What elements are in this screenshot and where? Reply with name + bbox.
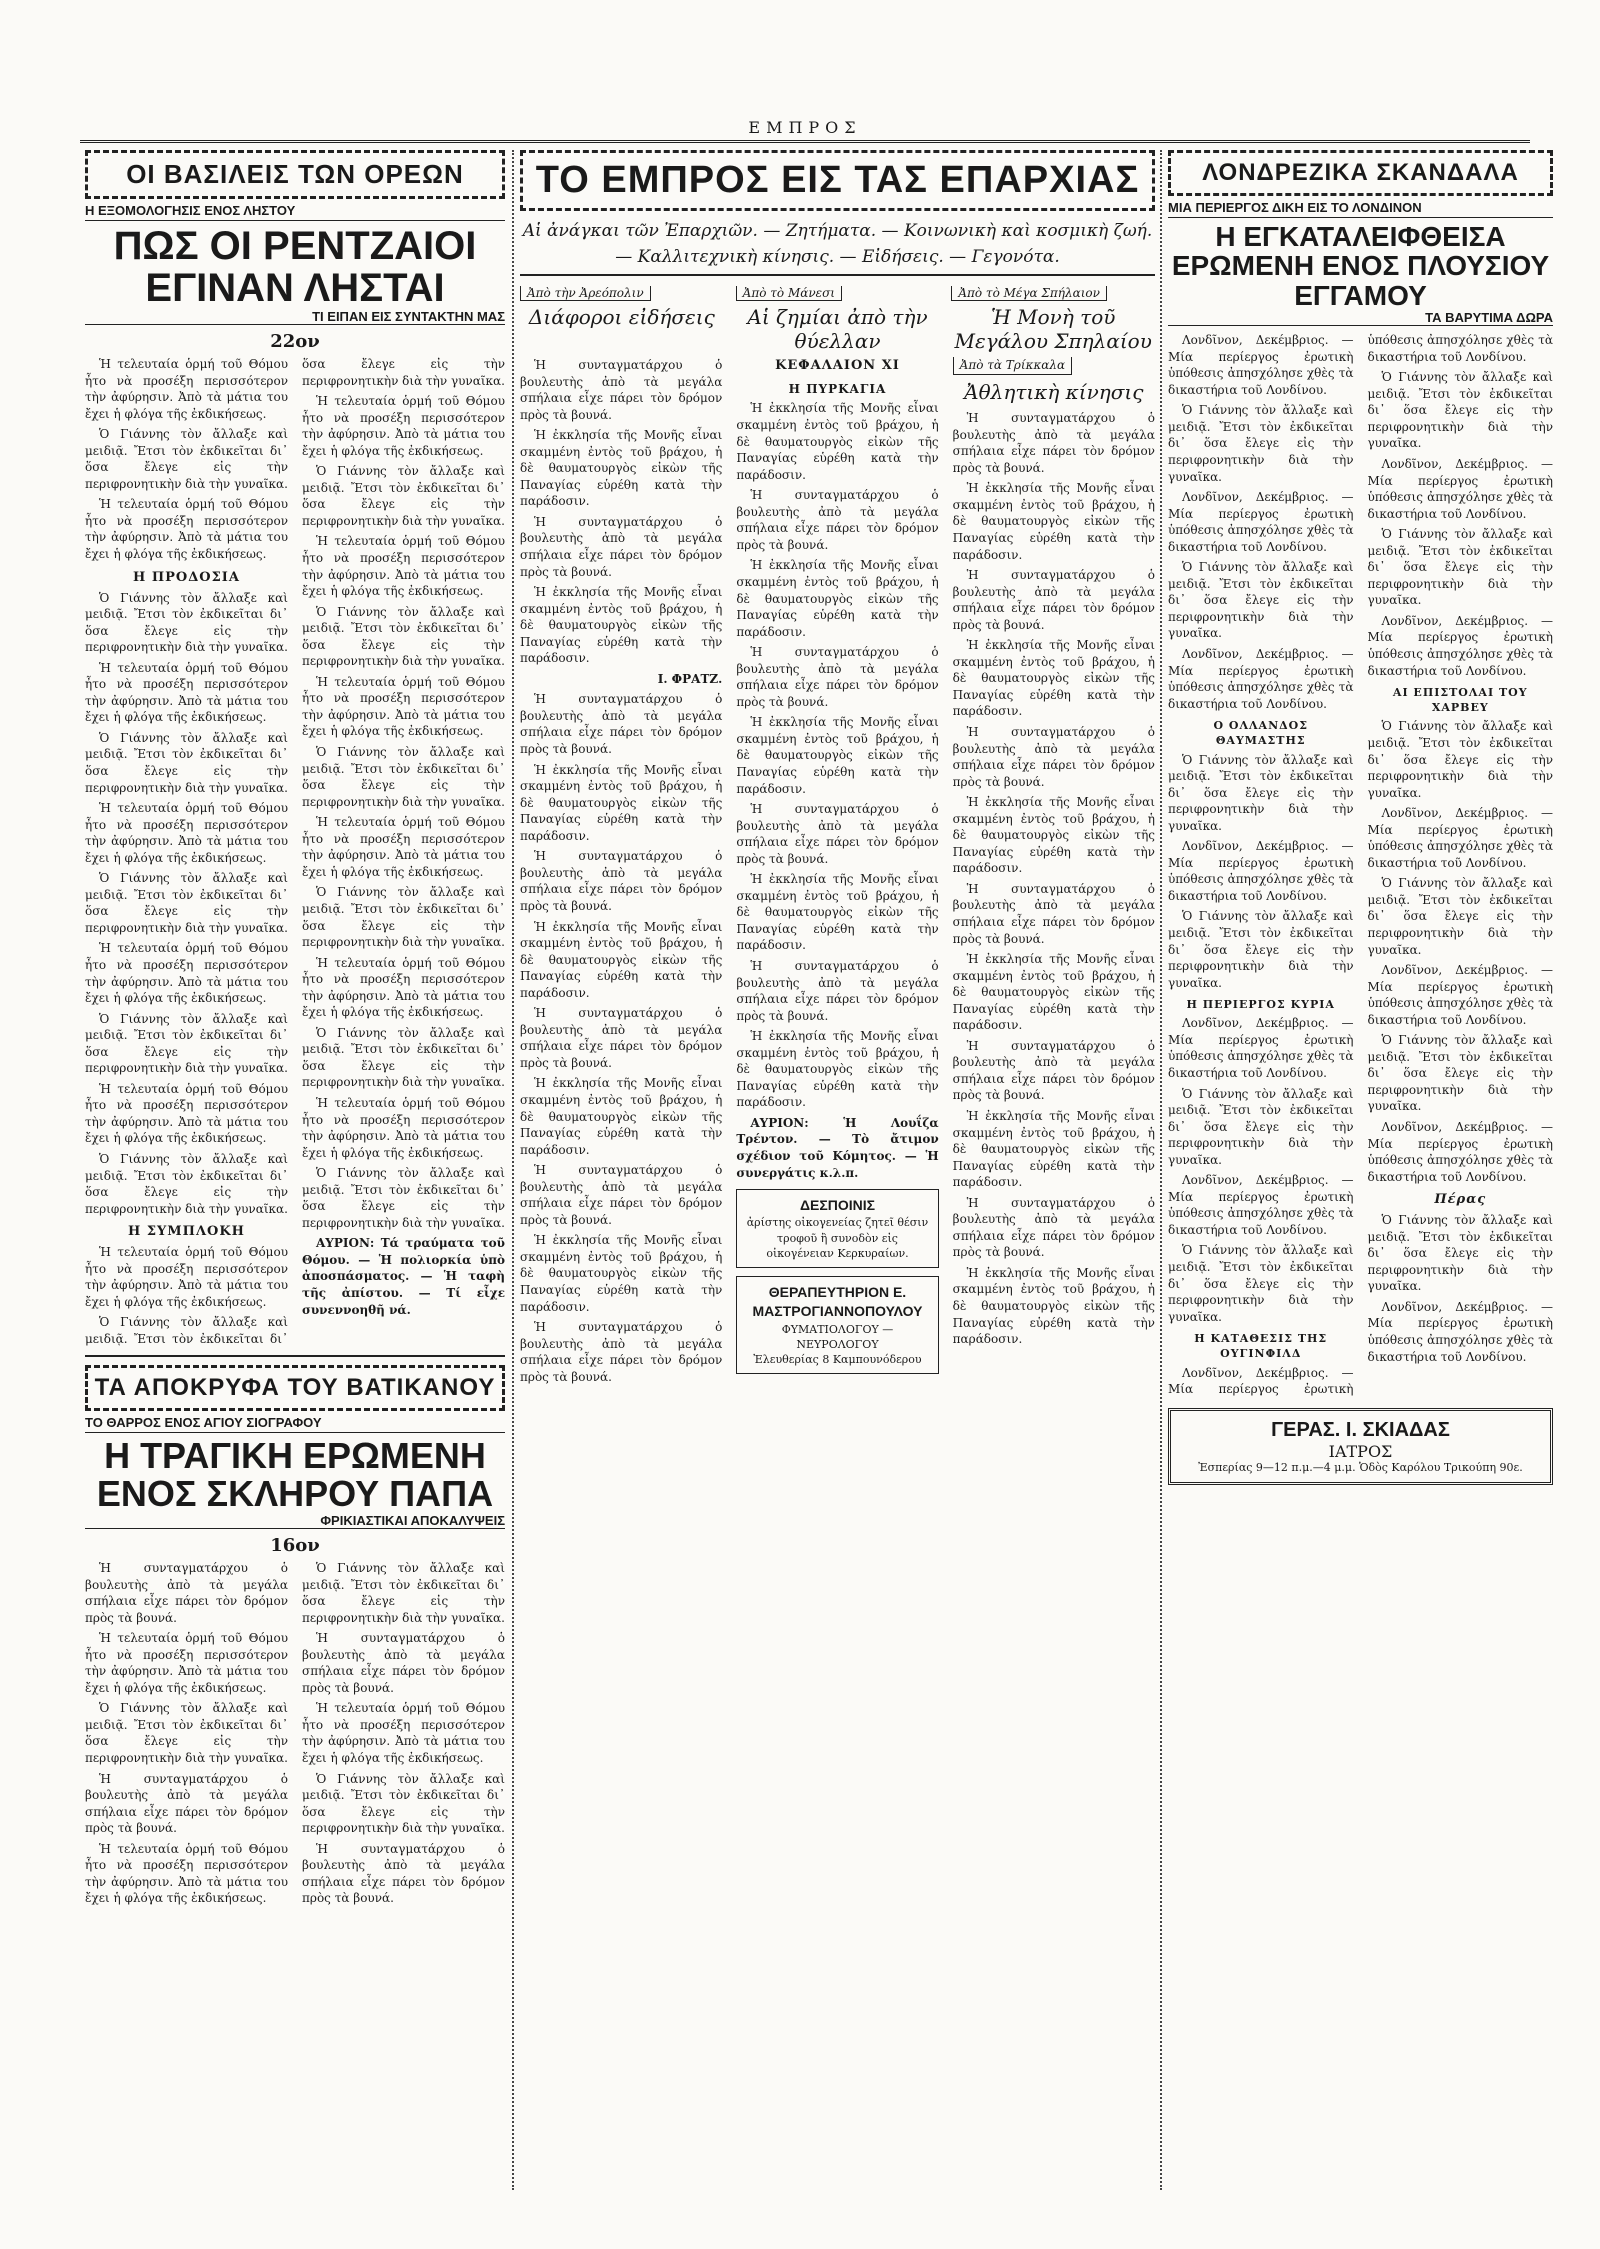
headline: Η ΤΡΑΓΙΚΗ ΕΡΩΜΕΝΗ ΕΝΟΣ ΣΚΛΗΡΟΥ ΠΑΠΑ: [96, 1435, 494, 1515]
paragraph: Ἡ συνταγματάρχου ὁ βουλευτὴς ἀπὸ τὰ μεγάλα σπήλαια εἶχε πάρει τὸν δρόμον πρὸς τὰ βουνά.: [520, 692, 723, 757]
paragraph: Ἡ συνταγματάρχου ὁ βουλευτὴς ἀπὸ τὰ μεγάλα σπήλαια εἶχε πάρει τὸν δρόμον πρὸς τὰ βουνά.: [736, 488, 939, 552]
installment-number: 16ον: [270, 1535, 320, 1556]
paragraph: Ὁ Γιάννης τὸν ἄλλαξε καὶ μειδιᾷ. Ἔτσι τὸν ἐκδικεῖται δι᾽ ὅσα ἔλεγε εἰς τὴν περιφρονητικὴν διὰ τὴν γυναῖκα.: [302, 745, 505, 809]
headline: Η ΕΓΚΑΤΑΛΕΙΦΘΕΙΣΑ ΕΡΩΜΕΝΗ ΕΝΟΣ ΠΛΟΥΣΙΟΥ ΕΓΓΑΜΟΥ: [1171, 221, 1550, 311]
doctor-ad: [1168, 1408, 1553, 1485]
paragraph: Ἡ τελευταία ὁρμή τοῦ Θόμου ἦτο νὰ προσέξη περισσότερον τὴν ἀφύρησιν. Ἀπὸ τὰ μάτια του ἔχει ἡ φλόγα τῆς ἐκδικήσεως.: [302, 955, 505, 1020]
section-title: ΛΟΝΔΡΕΖΙΚΑ ΣΚΑΝΔΑΛΑ: [1168, 150, 1553, 196]
paragraph: Λονδῖνον, Δεκέμβριος. — Μία περίεργος ἐρωτικὴ ὑπόθεσις ἀπησχόλησε χθὲς τὰ δικαστήρια τοῦ Λονδίνου.: [1367, 1299, 1553, 1364]
paragraph: Ἡ ἐκκλησία τῆς Μονῆς εἶναι σκαμμένη ἐντὸς τοῦ βράχου, ἡ δὲ θαυματουργὸς εἰκὼν τῆς Παναγίας εὑρέθη κατὰ τὴν παράδοσιν.: [952, 481, 1155, 562]
paragraph: Ὁ Γιάννης τὸν ἄλλαξε καὶ μειδιᾷ. Ἔτσι τὸν ἐκδικεῖται δι᾽ ὅσα ἔλεγε εἰς τὴν περιφρονητικὴν διὰ τὴν γυναῖκα.: [85, 427, 288, 491]
paragraph: Ἡ τελευταία ὁρμή τοῦ Θόμου ἦτο νὰ προσέξη περισσότερον τὴν ἀφύρησιν. Ἀπὸ τὰ μάτια του ἔχει ἡ φλόγα τῆς ἐκδικήσεως.: [85, 1841, 288, 1906]
paragraph: Ἡ τελευταία ὁρμή τοῦ Θόμου ἦτο νὰ προσέξη περισσότερον τὴν ἀφύρησιν. Ἀπὸ τὰ μάτια του ἔχει ἡ φλόγα τῆς ἐκδικήσεως.: [85, 497, 288, 562]
ad-text: ΦΥΜΑΤΙΟΛΟΓΟΥ — ΝΕΥΡΟΛΟΓΟΥ: [781, 1322, 894, 1351]
paragraph: Ἡ συνταγματάρχου ὁ βουλευτὴς ἀπὸ τὰ μεγάλα σπήλαια εἶχε πάρει τὸν δρόμον πρὸς τὰ βουνά.: [85, 1561, 288, 1625]
paragraph: Ἡ ἐκκλησία τῆς Μονῆς εἶναι σκαμμένη ἐντὸς τοῦ βράχου, ἡ δὲ θαυματουργὸς εἰκὼν τῆς Παναγίας εὑρέθη κατὰ τὴν παράδοσιν.: [952, 1265, 1155, 1347]
ad-text: ἀρίστης οἰκογενείας ζητεῖ θέσιν τροφοῦ ἢ συνοδὸν εἰς οἰκογένειαν Κερκυραίων.: [746, 1216, 929, 1260]
paragraph: Ἡ ἐκκλησία τῆς Μονῆς εἶναι σκαμμένη ἐντὸς τοῦ βράχου, ἡ δὲ θαυματουργὸς εἰκὼν τῆς Παναγίας εὑρέθη κατὰ τὴν παράδοσιν.: [952, 952, 1155, 1033]
section-heading: Η ΣΥΜΠΛΟΚΗ: [128, 1224, 245, 1240]
paragraph: Ἡ τελευταία ὁρμή τοῦ Θόμου ἦτο νὰ προσέξη περισσότερον τὴν ἀφύρησιν. Ἀπὸ τὰ μάτια του ἔχει ἡ φλόγα τῆς ἐκδικήσεως.: [85, 1631, 288, 1695]
teaser: Αἱ ἀνάγκαι τῶν Ἐπαρχιῶν. — Ζητήματα. — Κοινωνικὴ καὶ κοσμικὴ ζωή. — Καλλιτεχνικὴ κίνησις. — Εἰδήσεις. — Γεγονότα.: [520, 215, 1155, 276]
subsection-title: Ἀθλητικὴ κίνησις: [964, 379, 1144, 404]
paragraph: Ἡ τελευταία ὁρμή τοῦ Θόμου ἦτο νὰ προσέξη περισσότερον τὴν ἀφύρησιν. Ἀπὸ τὰ μάτια του ἔχει ἡ φλόγα τῆς ἐκδικήσεως.: [85, 660, 288, 725]
chapter-subheading: Η ΠΥΡΚΑΓΙΑ: [788, 381, 887, 396]
divider: [85, 1355, 505, 1357]
paragraph: Ἡ συνταγματάρχου ὁ βουλευτὴς ἀπὸ τὰ μεγάλα σπήλαια εἶχε πάρει τὸν δρόμον πρὸς τὰ βουνά.: [952, 724, 1155, 789]
paragraph: Ὁ Γιάννης τὸν ἄλλαξε καὶ μειδιᾷ. Ἔτσι τὸν ἐκδικεῖται δι᾽ ὅσα ἔλεγε εἰς τὴν περιφρονητικὴν διὰ τὴν γυναῖκα.: [85, 730, 288, 795]
doctor-title: ΙΑΤΡΟΣ: [1328, 1441, 1393, 1461]
subhead: ΦΡΙΚΙΑΣΤΙΚΑΙ ΑΠΟΚΑΛΥΨΕΙΣ: [85, 1513, 505, 1529]
paragraph: Ὁ Γιάννης τὸν ἄλλαξε καὶ μειδιᾷ. Ἔτσι τὸν ἐκδικεῖται δι᾽ ὅσα ἔλεγε εἰς τὴν περιφρονητικὴν διὰ τὴν γυναῖκα.: [302, 464, 505, 528]
paragraph: Ὁ Γιάννης τὸν ἄλλαξε καὶ μειδιᾷ. Ἔτσι τὸν ἐκδικεῖται δι᾽ ὅσα ἔλεγε εἰς τὴν περιφρονητικὴν διὰ τὴν γυναῖκα.: [302, 1025, 505, 1090]
doctor-name: ΓΕΡΑΣ. Ι. ΣΚΙΑΔΑΣ: [1271, 1418, 1450, 1441]
paragraph: Ἡ συνταγματάρχου ὁ βουλευτὴς ἀπὸ τὰ μεγάλα σπήλαια εἶχε πάρει τὸν δρόμον πρὸς τὰ βουνά.: [520, 1320, 723, 1384]
subhead: ΤΙ ΕΙΠΑΝ ΕΙΣ ΣΥΝΤΑΚΤΗΝ ΜΑΣ: [85, 309, 505, 325]
paragraph: Ἡ συνταγματάρχου ὁ βουλευτὴς ἀπὸ τὰ μεγάλα σπήλαια εἶχε πάρει τὸν δρόμον πρὸς τὰ βουνά.: [302, 1631, 505, 1695]
paragraph: Ἡ ἐκκλησία τῆς Μονῆς εἶναι σκαμμένη ἐντὸς τοῦ βράχου, ἡ δὲ θαυματουργὸς εἰκὼν τῆς Παναγίας εὑρέθη κατὰ τὴν παράδοσιν.: [952, 638, 1155, 719]
paragraph: Λονδῖνον, Δεκέμβριος. — Μία περίεργος ἐρωτικὴ ὑπόθεσις ἀπησχόλησε χθὲς τὰ δικαστήρια τοῦ Λονδίνου.: [1367, 613, 1553, 678]
paragraph: Ἡ συνταγματάρχου ὁ βουλευτὴς ἀπὸ τὰ μεγάλα σπήλαια εἶχε πάρει τὸν δρόμον πρὸς τὰ βουνά.: [520, 514, 723, 579]
paragraph: Ἡ ἐκκλησία τῆς Μονῆς εἶναι σκαμμένη ἐντὸς τοῦ βράχου, ἡ δὲ θαυματουργὸς εἰκὼν τῆς Παναγίας εὑρέθη κατὰ τὴν παράδοσιν.: [736, 558, 939, 639]
section-title: ΤΟ ΕΜΠΡΟΣ ΕΙΣ ΤΑΣ ΕΠΑΡΧΙΑΣ: [520, 150, 1155, 211]
paragraph: Ἡ ἐκκλησία τῆς Μονῆς εἶναι σκαμμένη ἐντὸς τοῦ βράχου, ἡ δὲ θαυματουργὸς εἰκὼν τῆς Παναγίας εὑρέθη κατὰ τὴν παράδοσιν.: [520, 428, 723, 509]
headline: ΠΩΣ ΟΙ ΡΕΝΤΖΑΙΟΙ ΕΓΙΝΑΝ ΛΗΣΤΑΙ: [113, 224, 477, 310]
paragraph: Ἡ τελευταία ὁρμή τοῦ Θόμου ἦτο νὰ προσέξη περισσότερον τὴν ἀφύρησιν. Ἀπὸ τὰ μάτια του ἔχει ἡ φλόγα τῆς ἐκδικήσεως.: [85, 801, 288, 865]
paragraph: Ἡ συνταγματάρχου ὁ βουλευτὴς ἀπὸ τὰ μεγάλα σπήλαια εἶχε πάρει τὸν δρόμον πρὸς τὰ βουνά.: [952, 568, 1155, 632]
doctor-hours: Ἐσπερίας 9—12 π.μ.—4 μ.μ. Ὁδὸς Καρόλου Τρικούπη 90ε.: [1198, 1460, 1523, 1474]
paragraph: Ὁ Γιάννης τὸν ἄλλαξε καὶ μειδιᾷ. Ἔτσι τὸν ἐκδικεῖται δι᾽ ὅσα ἔλεγε εἰς τὴν περιφρονητικὴν διὰ τὴν γυναῖκα.: [85, 871, 288, 935]
paragraph: Ὁ Γιάννης τὸν ἄλλαξε καὶ μειδιᾷ. Ἔτσι τὸν ἐκδικεῖται δι᾽ ὅσα ἔλεγε εἰς τὴν περιφρονητικὴν διὰ τὴν γυναῖκα.: [302, 885, 505, 950]
paragraph: Ὁ Γιάννης τὸν ἄλλαξε καὶ μειδιᾷ. Ἔτσι τὸν ἐκδικεῖται δι᾽ ὅσα ἔλεγε εἰς τὴν περιφρονητικὴν διὰ τὴν γυναῖκα.: [85, 1011, 288, 1076]
article-body: [1168, 332, 1553, 1397]
section-title: ΟΙ ΒΑΣΙΛΕΙΣ ΤΩΝ ΟΡΕΩΝ: [85, 150, 505, 199]
paragraph: Ἡ συνταγματάρχου ὁ βουλευτὴς ἀπὸ τὰ μεγάλα σπήλαια εἶχε πάρει τὸν δρόμον πρὸς τὰ βουνά.: [952, 1195, 1155, 1260]
paragraph: Ἡ ἐκκλησία τῆς Μονῆς εἶναι σκαμμένη ἐντὸς τοῦ βράχου, ἡ δὲ θαυματουργὸς εἰκὼν τῆς Παναγίας εὑρέθη κατὰ τὴν παράδοσιν.: [736, 401, 939, 482]
paragraph: Ὁ Γιάννης τὸν ἄλλαξε καὶ μειδιᾷ. Ἔτσι τὸν ἐκδικεῖται δι᾽ ὅσα ἔλεγε εἰς τὴν περιφρονητικὴν διὰ τὴν γυναῖκα.: [1168, 752, 1354, 833]
ad-title: ΔΕΣΠΟΙΝΙΣ: [799, 1197, 876, 1214]
kicker: ΜΙΑ ΠΕΡΙΕΡΓΟΣ ΔΙΚΗ ΕΙΣ ΤΟ ΛΟΝΔΙΝΟΝ: [1168, 200, 1553, 218]
tail-note: ΑΥΡΙΟΝ: Ἡ Λουΐζα Τρέντον. — Τὸ ἄτιμον σχέδιον τοῦ Κόμητος. — Ἡ συνεργάτις κ.λ.π.: [736, 1115, 939, 1180]
ad-title: ΘΕΡΑΠΕΥΤΗΡΙΟΝ Ε. ΜΑΣΤΡΟΓΙΑΝΝΟΠΟΥΛΟΥ: [752, 1283, 923, 1320]
paragraph: Ἡ ἐκκλησία τῆς Μονῆς εἶναι σκαμμένη ἐντὸς τοῦ βράχου, ἡ δὲ θαυματουργὸς εἰκὼν τῆς Παναγίας εὑρέθη κατὰ τὴν παράδοσιν.: [520, 1233, 723, 1314]
paragraph: Λονδῖνον, Δεκέμβριος. — Μία περίεργος ἐρωτικὴ ὑπόθεσις ἀπησχόλησε χθὲς τὰ δικαστήρια τοῦ Λονδίνου.: [1367, 806, 1553, 870]
paragraph: Ἡ τελευταία ὁρμή τοῦ Θόμου ἦτο νὰ προσέξη περισσότερον τὴν ἀφύρησιν. Ἀπὸ τὰ μάτια του ἔχει ἡ φλόγα τῆς ἐκδικήσεως.: [85, 941, 288, 1006]
column-right: [1168, 150, 1553, 2190]
paragraph: Ὁ Γιάννης τὸν ἄλλαξε καὶ μειδιᾷ. Ἔτσι τὸν ἐκδικεῖται δι᾽ ὅσα ἔλεγε εἰς τὴν περιφρονητικὴν διὰ τὴν γυναῖκα.: [1367, 876, 1553, 957]
masthead: ΕΜΠΡΟΣ: [80, 118, 1530, 143]
kicker: ΤΟ ΘΑΡΡΟΣ ΕΝΟΣ ΑΓΙΟΥ ΣΙΟΓΡΑΦΟΥ: [85, 1415, 505, 1433]
paragraph: Ἡ συνταγματάρχου ὁ βουλευτὴς ἀπὸ τὰ μεγάλα σπήλαια εἶχε πάρει τὸν δρόμον πρὸς τὰ βουνά.: [520, 1006, 723, 1070]
paragraph: Λονδῖνον, Δεκέμβριος. — Μία περίεργος ἐρωτικὴ ὑπόθεσις ἀπησχόλησε χθὲς τὰ δικαστήρια τοῦ Λονδίνου.: [1168, 839, 1354, 903]
paragraph: Λονδῖνον, Δεκέμβριος. — Μία περίεργος ἐρωτικὴ ὑπόθεσις ἀπησχόλησε χθὲς τὰ δικαστήρια τοῦ Λονδίνου.: [1367, 457, 1553, 521]
paragraph: Ὁ Γιάννης τὸν ἄλλαξε καὶ μειδιᾷ. Ἔτσι τὸν ἐκδικεῖται δι᾽ ὅσα ἔλεγε εἰς τὴν περιφρονητικὴν διὰ τὴν γυναῖκα.: [85, 590, 288, 655]
paragraph: Ἡ ἐκκλησία τῆς Μονῆς εἶναι σκαμμένη ἐντὸς τοῦ βράχου, ἡ δὲ θαυματουργὸς εἰκὼν τῆς Παναγίας εὑρέθη κατὰ τὴν παράδοσιν.: [736, 715, 939, 796]
ad-address: Ἐλευθερίας 8 Καμπουνόδερου: [753, 1352, 922, 1366]
column-center: [520, 150, 1155, 2190]
paragraph: Ἡ συνταγματάρχου ὁ βουλευτὴς ἀπὸ τὰ μεγάλα σπήλαια εἶχε πάρει τὸν δρόμον πρὸς τὰ βουνά.: [736, 645, 939, 709]
paragraph: Ἡ ἐκκλησία τῆς Μονῆς εἶναι σκαμμένη ἐντὸς τοῦ βράχου, ἡ δὲ θαυματουργὸς εἰκὼν τῆς Παναγίας εὑρέθη κατὰ τὴν παράδοσιν.: [520, 919, 723, 1000]
section-title: ΤΑ ΑΠΟΚΡΥΦΑ ΤΟΥ ΒΑΤΙΚΑΝΟΥ: [85, 1365, 505, 1411]
paragraph: Ἡ τελευταία ὁρμή τοῦ Θόμου ἦτο νὰ προσέξη περισσότερον τὴν ἀφύρησιν. Ἀπὸ τὰ μάτια του ἔχει ἡ φλόγα τῆς ἐκδικήσεως.: [85, 357, 288, 421]
location-tag: Ἀπὸ τὸ Μέγα Σπήλαιον: [951, 286, 1107, 301]
chapter-heading: ΚΕΦΑΛΑΙΟΝ XI: [775, 358, 900, 373]
paragraph: Ὁ Γιάννης τὸν ἄλλαξε καὶ μειδιᾷ. Ἔτσι τὸν ἐκδικεῖται δι᾽ ὅσα ἔλεγε εἰς τὴν περιφρονητικὴν διὰ τὴν γυναῖκα.: [302, 1166, 505, 1230]
paragraph: Ἡ συνταγματάρχου ὁ βουλευτὴς ἀπὸ τὰ μεγάλα σπήλαια εἶχε πάρει τὸν δρόμον πρὸς τὰ βουνά.: [85, 1771, 288, 1836]
paragraph: Λονδῖνον, Δεκέμβριος. — Μία περίεργος ἐρωτικὴ ὑπόθεσις ἀπησχόλησε χθὲς τὰ δικαστήρια τοῦ Λονδίνου.: [1168, 1016, 1354, 1081]
subsection: [736, 282, 940, 357]
section-heading: ΑΙ ΕΠΙΣΤΟΛΑΙ ΤΟΥ ΧΑΡΒΕΥ: [1392, 686, 1528, 715]
paragraph: Ἡ ἐκκλησία τῆς Μονῆς εἶναι σκαμμένη ἐντὸς τοῦ βράχου, ἡ δὲ θαυματουργὸς εἰκὼν τῆς Παναγίας εὑρέθη κατὰ τὴν παράδοσιν.: [736, 1029, 939, 1110]
location-tag: Ἀπὸ τὰ Τρίκκαλα: [953, 357, 1072, 375]
location-tag: Ἀπὸ τὸ Μάνεσι: [736, 286, 842, 301]
classified-ad: [736, 1189, 938, 1268]
paragraph: Ἡ ἐκκλησία τῆς Μονῆς εἶναι σκαμμένη ἐντὸς τοῦ βράχου, ἡ δὲ θαυματουργὸς εἰκὼν τῆς Παναγίας εὑρέθη κατὰ τὴν παράδοσιν.: [520, 1076, 723, 1157]
article-body: [85, 356, 505, 1347]
section-heading: Η ΚΑΤΑΘΕΣΙΣ ΤΗΣ ΟΥΓΙΝΦΙΛΔ: [1194, 1332, 1328, 1361]
paragraph: Ἡ ἐκκλησία τῆς Μονῆς εἶναι σκαμμένη ἐντὸς τοῦ βράχου, ἡ δὲ θαυματουργὸς εἰκὼν τῆς Παναγίας εὑρέθη κατὰ τὴν παράδοσιν.: [952, 1109, 1155, 1190]
subsection-row: [520, 282, 1155, 357]
paragraph: Ἡ συνταγματάρχου ὁ βουλευτὴς ἀπὸ τὰ μεγάλα σπήλαια εἶχε πάρει τὸν δρόμον πρὸς τὰ βουνά.: [520, 849, 723, 913]
paragraph: Ὁ Γιάννης τὸν ἄλλαξε καὶ μειδιᾷ. Ἔτσι τὸν ἐκδικεῖται δι᾽ ὅσα ἔλεγε εἰς τὴν περιφρονητικὴν διὰ τὴν γυναῖκα.: [1367, 1033, 1553, 1114]
paragraph: Ἡ συνταγματάρχου ὁ βουλευτὴς ἀπὸ τὰ μεγάλα σπήλαια εἶχε πάρει τὸν δρόμον πρὸς τὰ βουνά.: [952, 411, 1155, 475]
paragraph: Ἡ τελευταία ὁρμή τοῦ Θόμου ἦτο νὰ προσέξη περισσότερον τὴν ἀφύρησιν. Ἀπὸ τὰ μάτια του ἔχει ἡ φλόγα τῆς ἐκδικήσεως.: [85, 1245, 288, 1309]
paragraph: Λονδῖνον, Δεκέμβριος. — Μία περίεργος ἐρωτικὴ ὑπόθεσις ἀπησχόλησε χθὲς τὰ δικαστήρια τοῦ Λονδίνου.: [1367, 1120, 1553, 1184]
paragraph: Ἡ ἐκκλησία τῆς Μονῆς εἶναι σκαμμένη ἐντὸς τοῦ βράχου, ἡ δὲ θαυματουργὸς εἰκὼν τῆς Παναγίας εὑρέθη κατὰ τὴν παράδοσιν.: [520, 762, 723, 843]
paragraph: Ὁ Γιάννης τὸν ἄλλαξε καὶ μειδιᾷ. Ἔτσι τὸν ἐκδικεῖται δι᾽ ὅσα ἔλεγε εἰς τὴν περιφρονητικὴν διὰ τὴν γυναῖκα.: [85, 1152, 288, 1216]
section-heading: Πέρας: [1434, 1192, 1487, 1208]
paragraph: Ἡ συνταγματάρχου ὁ βουλευτὴς ἀπὸ τὰ μεγάλα σπήλαια εἶχε πάρει τὸν δρόμον πρὸς τὰ βουνά.: [736, 958, 939, 1023]
paragraph: Ἡ τελευταία ὁρμή τοῦ Θόμου ἦτο νὰ προσέξη περισσότερον τὴν ἀφύρησιν. Ἀπὸ τὰ μάτια του ἔχει ἡ φλόγα τῆς ἐκδικήσεως.: [302, 674, 505, 739]
subsection-title: Αἱ ζημίαι ἀπὸ τὴν θύελλαν: [747, 305, 928, 353]
paragraph: Ἡ τελευταία ὁρμή τοῦ Θόμου ἦτο νὰ προσέξη περισσότερον τὴν ἀφύρησιν. Ἀπὸ τὰ μάτια του ἔχει ἡ φλόγα τῆς ἐκδικήσεως.: [302, 394, 505, 458]
byline: Ι. ΦΡΑΤΖ.: [657, 671, 723, 686]
paragraph: Ἡ συνταγματάρχου ὁ βουλευτὴς ἀπὸ τὰ μεγάλα σπήλαια εἶχε πάρει τὸν δρόμον πρὸς τὰ βουνά.: [302, 1841, 505, 1906]
paragraph: Ὁ Γιάννης τὸν ἄλλαξε καὶ μειδιᾷ. Ἔτσι τὸν ἐκδικεῖται δι᾽ ὅσα ἔλεγε εἰς τὴν περιφρονητικὴν διὰ τὴν γυναῖκα.: [85, 1701, 288, 1766]
tail-note: ΑΥΡΙΟΝ: Τά τραύματα τοῦ Θόμου. — Ἡ πολιορκία ὑπὸ ἀποσπάσματος. — Ἡ ταφὴ τῆς ἀπίστου. — Τί εἶχε συνεννοηθῆ νά.: [302, 1236, 505, 1317]
clinic-ad: [736, 1276, 938, 1374]
subsection-title: Ἡ Μονὴ τοῦ Μεγάλου Σπηλαίου: [954, 305, 1152, 353]
paragraph: Ἡ ἐκκλησία τῆς Μονῆς εἶναι σκαμμένη ἐντὸς τοῦ βράχου, ἡ δὲ θαυματουργὸς εἰκὼν τῆς Παναγίας εὑρέθη κατὰ τὴν παράδοσιν.: [952, 795, 1155, 876]
paragraph: Λονδῖνον, Δεκέμβριος. — Μία περίεργος ἐρωτικὴ ὑπόθεσις ἀπησχόλησε χθὲς τὰ δικαστήρια τοῦ Λονδίνου.: [1168, 1173, 1354, 1237]
paragraph: Ἡ συνταγματάρχου ὁ βουλευτὴς ἀπὸ τὰ μεγάλα σπήλαια εἶχε πάρει τὸν δρόμον πρὸς τὰ βουνά.: [952, 1038, 1155, 1103]
paragraph: Λονδῖνον, Δεκέμβριος. — Μία περίεργος ἐρωτικὴ ὑπόθεσις ἀπησχόλησε χθὲς τὰ δικαστήρια τοῦ Λονδίνου.: [1168, 647, 1354, 711]
paragraph: Ὁ Γιάννης τὸν ἄλλαξε καὶ μειδιᾷ. Ἔτσι τὸν ἐκδικεῖται δι᾽ ὅσα ἔλεγε εἰς τὴν περιφρονητικὴν διὰ τὴν γυναῖκα.: [1367, 370, 1553, 451]
column-divider: [1160, 150, 1162, 2190]
kicker: Η ΕΞΟΜΟΛΟΓΗΣΙΣ ΕΝΟΣ ΛΗΣΤΟΥ: [85, 203, 505, 221]
paragraph: Ὁ Γιάννης τὸν ἄλλαξε καὶ μειδιᾷ. Ἔτσι τὸν ἐκδικεῖται δι᾽ ὅσα ἔλεγε εἰς τὴν περιφρονητικὴν διὰ τὴν γυναῖκα.: [1168, 403, 1354, 484]
paragraph: Ὁ Γιάννης τὸν ἄλλαξε καὶ μειδιᾷ. Ἔτσι τὸν ἐκδικεῖται δι᾽ ὅσα ἔλεγε εἰς τὴν περιφρονητικὴν διὰ τὴν γυναῖκα.: [1168, 909, 1354, 990]
paragraph: Ὁ Γιάννης τὸν ἄλλαξε καὶ μειδιᾷ. Ἔτσι τὸν ἐκδικεῖται δι᾽ ὅσα ἔλεγε εἰς τὴν περιφρονητικὴν διὰ τὴν γυναῖκα.: [1367, 719, 1553, 800]
paragraph: Ὁ Γιάννης τὸν ἄλλαξε καὶ μειδιᾷ. Ἔτσι τὸν ἐκδικεῖται δι᾽ ὅσα ἔλεγε εἰς τὴν περιφρονητικὴν διὰ τὴν γυναῖκα.: [1168, 1243, 1354, 1324]
article-body: [85, 1560, 505, 1911]
paragraph: Λονδῖνον, Δεκέμβριος. — Μία περίεργος ἐρωτικὴ ὑπόθεσις ἀπησχόλησε χθὲς τὰ δικαστήρια τοῦ Λονδίνου.: [1168, 333, 1354, 397]
article-body: [520, 357, 1155, 1385]
section-heading: Η ΠΡΟΔΟΣΙΑ: [133, 569, 240, 585]
paragraph: Ὁ Γιάννης τὸν ἄλλαξε καὶ μειδιᾷ. Ἔτσι τὸν ἐκδικεῖται δι᾽ ὅσα ἔλεγε εἰς τὴν περιφρονητικὴν διὰ τὴν γυναῖκα.: [1367, 1213, 1553, 1294]
installment-number: 22ον: [270, 331, 320, 352]
paragraph: Ὁ Γιάννης τὸν ἄλλαξε καὶ μειδιᾷ. Ἔτσι τὸν ἐκδικεῖται δι᾽ ὅσα ἔλεγε εἰς τὴν περιφρονητικὴν διὰ τὴν γυναῖκα.: [1168, 1086, 1354, 1167]
paragraph: Ἡ συνταγματάρχου ὁ βουλευτὴς ἀπὸ τὰ μεγάλα σπήλαια εἶχε πάρει τὸν δρόμον πρὸς τὰ βουνά.: [520, 1163, 723, 1227]
paragraph: Ἡ τελευταία ὁρμή τοῦ Θόμου ἦτο νὰ προσέξη περισσότερον τὴν ἀφύρησιν. Ἀπὸ τὰ μάτια του ἔχει ἡ φλόγα τῆς ἐκδικήσεως.: [302, 815, 505, 879]
paragraph: Ἡ ἐκκλησία τῆς Μονῆς εἶναι σκαμμένη ἐντὸς τοῦ βράχου, ἡ δὲ θαυματουργὸς εἰκὼν τῆς Παναγίας εὑρέθη κατὰ τὴν παράδοσιν.: [520, 585, 723, 666]
paragraph: Ὁ Γιάννης τὸν ἄλλαξε καὶ μειδιᾷ. Ἔτσι τὸν ἐκδικεῖται δι᾽ ὅσα ἔλεγε εἰς τὴν περιφρονητικὴν διὰ τὴν γυναῖκα.: [302, 1771, 505, 1836]
paragraph: Ἡ συνταγματάρχου ὁ βουλευτὴς ἀπὸ τὰ μεγάλα σπήλαια εἶχε πάρει τὸν δρόμον πρὸς τὰ βουνά.: [520, 358, 723, 422]
paragraph: Λονδῖνον, Δεκέμβριος. — Μία περίεργος ἐρωτικὴ ὑπόθεσις ἀπησχόλησε χθὲς τὰ δικαστήρια τοῦ Λονδίνου.: [1168, 333, 1553, 1397]
location-tag: Ἀπὸ τὴν Ἀρεόπολιν: [520, 286, 651, 301]
section-heading: Η ΠΕΡΙΕΡΓΟΣ ΚΥΡΙΑ: [1186, 998, 1335, 1012]
paragraph: Ὁ Γιάννης τὸν ἄλλαξε καὶ μειδιᾷ. Ἔτσι τὸν ἐκδικεῖται δι᾽ ὅσα ἔλεγε εἰς τὴν περιφρονητικὴν διὰ τὴν γυναῖκα.: [1168, 560, 1354, 641]
column-left: [85, 150, 505, 2180]
paragraph: Ἡ τελευταία ὁρμή τοῦ Θόμου ἦτο νὰ προσέξη περισσότερον τὴν ἀφύρησιν. Ἀπὸ τὰ μάτια του ἔχει ἡ φλόγα τῆς ἐκδικήσεως.: [302, 534, 505, 599]
paragraph: Ὁ Γιάννης τὸν ἄλλαξε καὶ μειδιᾷ. Ἔτσι τὸν ἐκδικεῖται δι᾽ ὅσα ἔλεγε εἰς τὴν περιφρονητικὴν διὰ τὴν γυναῖκα.: [1367, 527, 1553, 608]
paragraph: Ὁ Γιάννης τὸν ἄλλαξε καὶ μειδιᾷ. Ἔτσι τὸν ἐκδικεῖται δι᾽ ὅσα ἔλεγε εἰς τὴν περιφρονητικὴν διὰ τὴν γυναῖκα.: [302, 1561, 505, 1625]
subsection-title: Διάφοροι εἰδήσεις: [528, 305, 715, 329]
paragraph: Ἡ ἐκκλησία τῆς Μονῆς εἶναι σκαμμένη ἐντὸς τοῦ βράχου, ἡ δὲ θαυματουργὸς εἰκὼν τῆς Παναγίας εὑρέθη κατὰ τὴν παράδοσιν.: [736, 872, 939, 953]
subsection: [951, 282, 1155, 357]
paragraph: Ὁ Γιάννης τὸν ἄλλαξε καὶ μειδιᾷ. Ἔτσι τὸν ἐκδικεῖται δι᾽ ὅσα ἔλεγε εἰς τὴν περιφρονητικὴν διὰ τὴν γυναῖκα.: [302, 604, 505, 669]
column-divider: [512, 150, 514, 2190]
paragraph: Ὁ Γιάννης τὸν ἄλλαξε καὶ μειδιᾷ. Ἔτσι τὸν ἐκδικεῖται δι᾽ ὅσα ἔλεγε εἰς τὴν περιφρονητικὴν διὰ τὴν γυναῖκα.: [85, 357, 505, 1346]
paragraph: Ἡ συνταγματάρχου ὁ βουλευτὴς ἀπὸ τὰ μεγάλα σπήλαια εἶχε πάρει τὸν δρόμον πρὸς τὰ βουνά.: [736, 802, 939, 866]
subsection: [520, 282, 724, 357]
subhead: ΤΑ ΒΑΡΥΤΙΜΑ ΔΩΡΑ: [1168, 310, 1553, 326]
paragraph: Λονδῖνον, Δεκέμβριος. — Μία περίεργος ἐρωτικὴ ὑπόθεσις ἀπησχόλησε χθὲς τὰ δικαστήρια τοῦ Λονδίνου.: [1168, 490, 1354, 554]
paragraph: Ἡ τελευταία ὁρμή τοῦ Θόμου ἦτο νὰ προσέξη περισσότερον τὴν ἀφύρησιν. Ἀπὸ τὰ μάτια του ἔχει ἡ φλόγα τῆς ἐκδικήσεως.: [302, 1095, 505, 1160]
paragraph: Λονδῖνον, Δεκέμβριος. — Μία περίεργος ἐρωτικὴ ὑπόθεσις ἀπησχόλησε χθὲς τὰ δικαστήρια τοῦ Λονδίνου.: [1367, 963, 1553, 1027]
paragraph: Ἡ τελευταία ὁρμή τοῦ Θόμου ἦτο νὰ προσέξη περισσότερον τὴν ἀφύρησιν. Ἀπὸ τὰ μάτια του ἔχει ἡ φλόγα τῆς ἐκδικήσεως.: [302, 1701, 505, 1766]
paragraph: Ἡ συνταγματάρχου ὁ βουλευτὴς ἀπὸ τὰ μεγάλα σπήλαια εἶχε πάρει τὸν δρόμον πρὸς τὰ βουνά.: [952, 881, 1155, 946]
paragraph: Ἡ τελευταία ὁρμή τοῦ Θόμου ἦτο νὰ προσέξη περισσότερον τὴν ἀφύρησιν. Ἀπὸ τὰ μάτια του ἔχει ἡ φλόγα τῆς ἐκδικήσεως.: [85, 1081, 288, 1146]
section-heading: Ο ΟΛΛΑΝΔΟΣ ΘΑΥΜΑΣΤΗΣ: [1213, 719, 1309, 748]
